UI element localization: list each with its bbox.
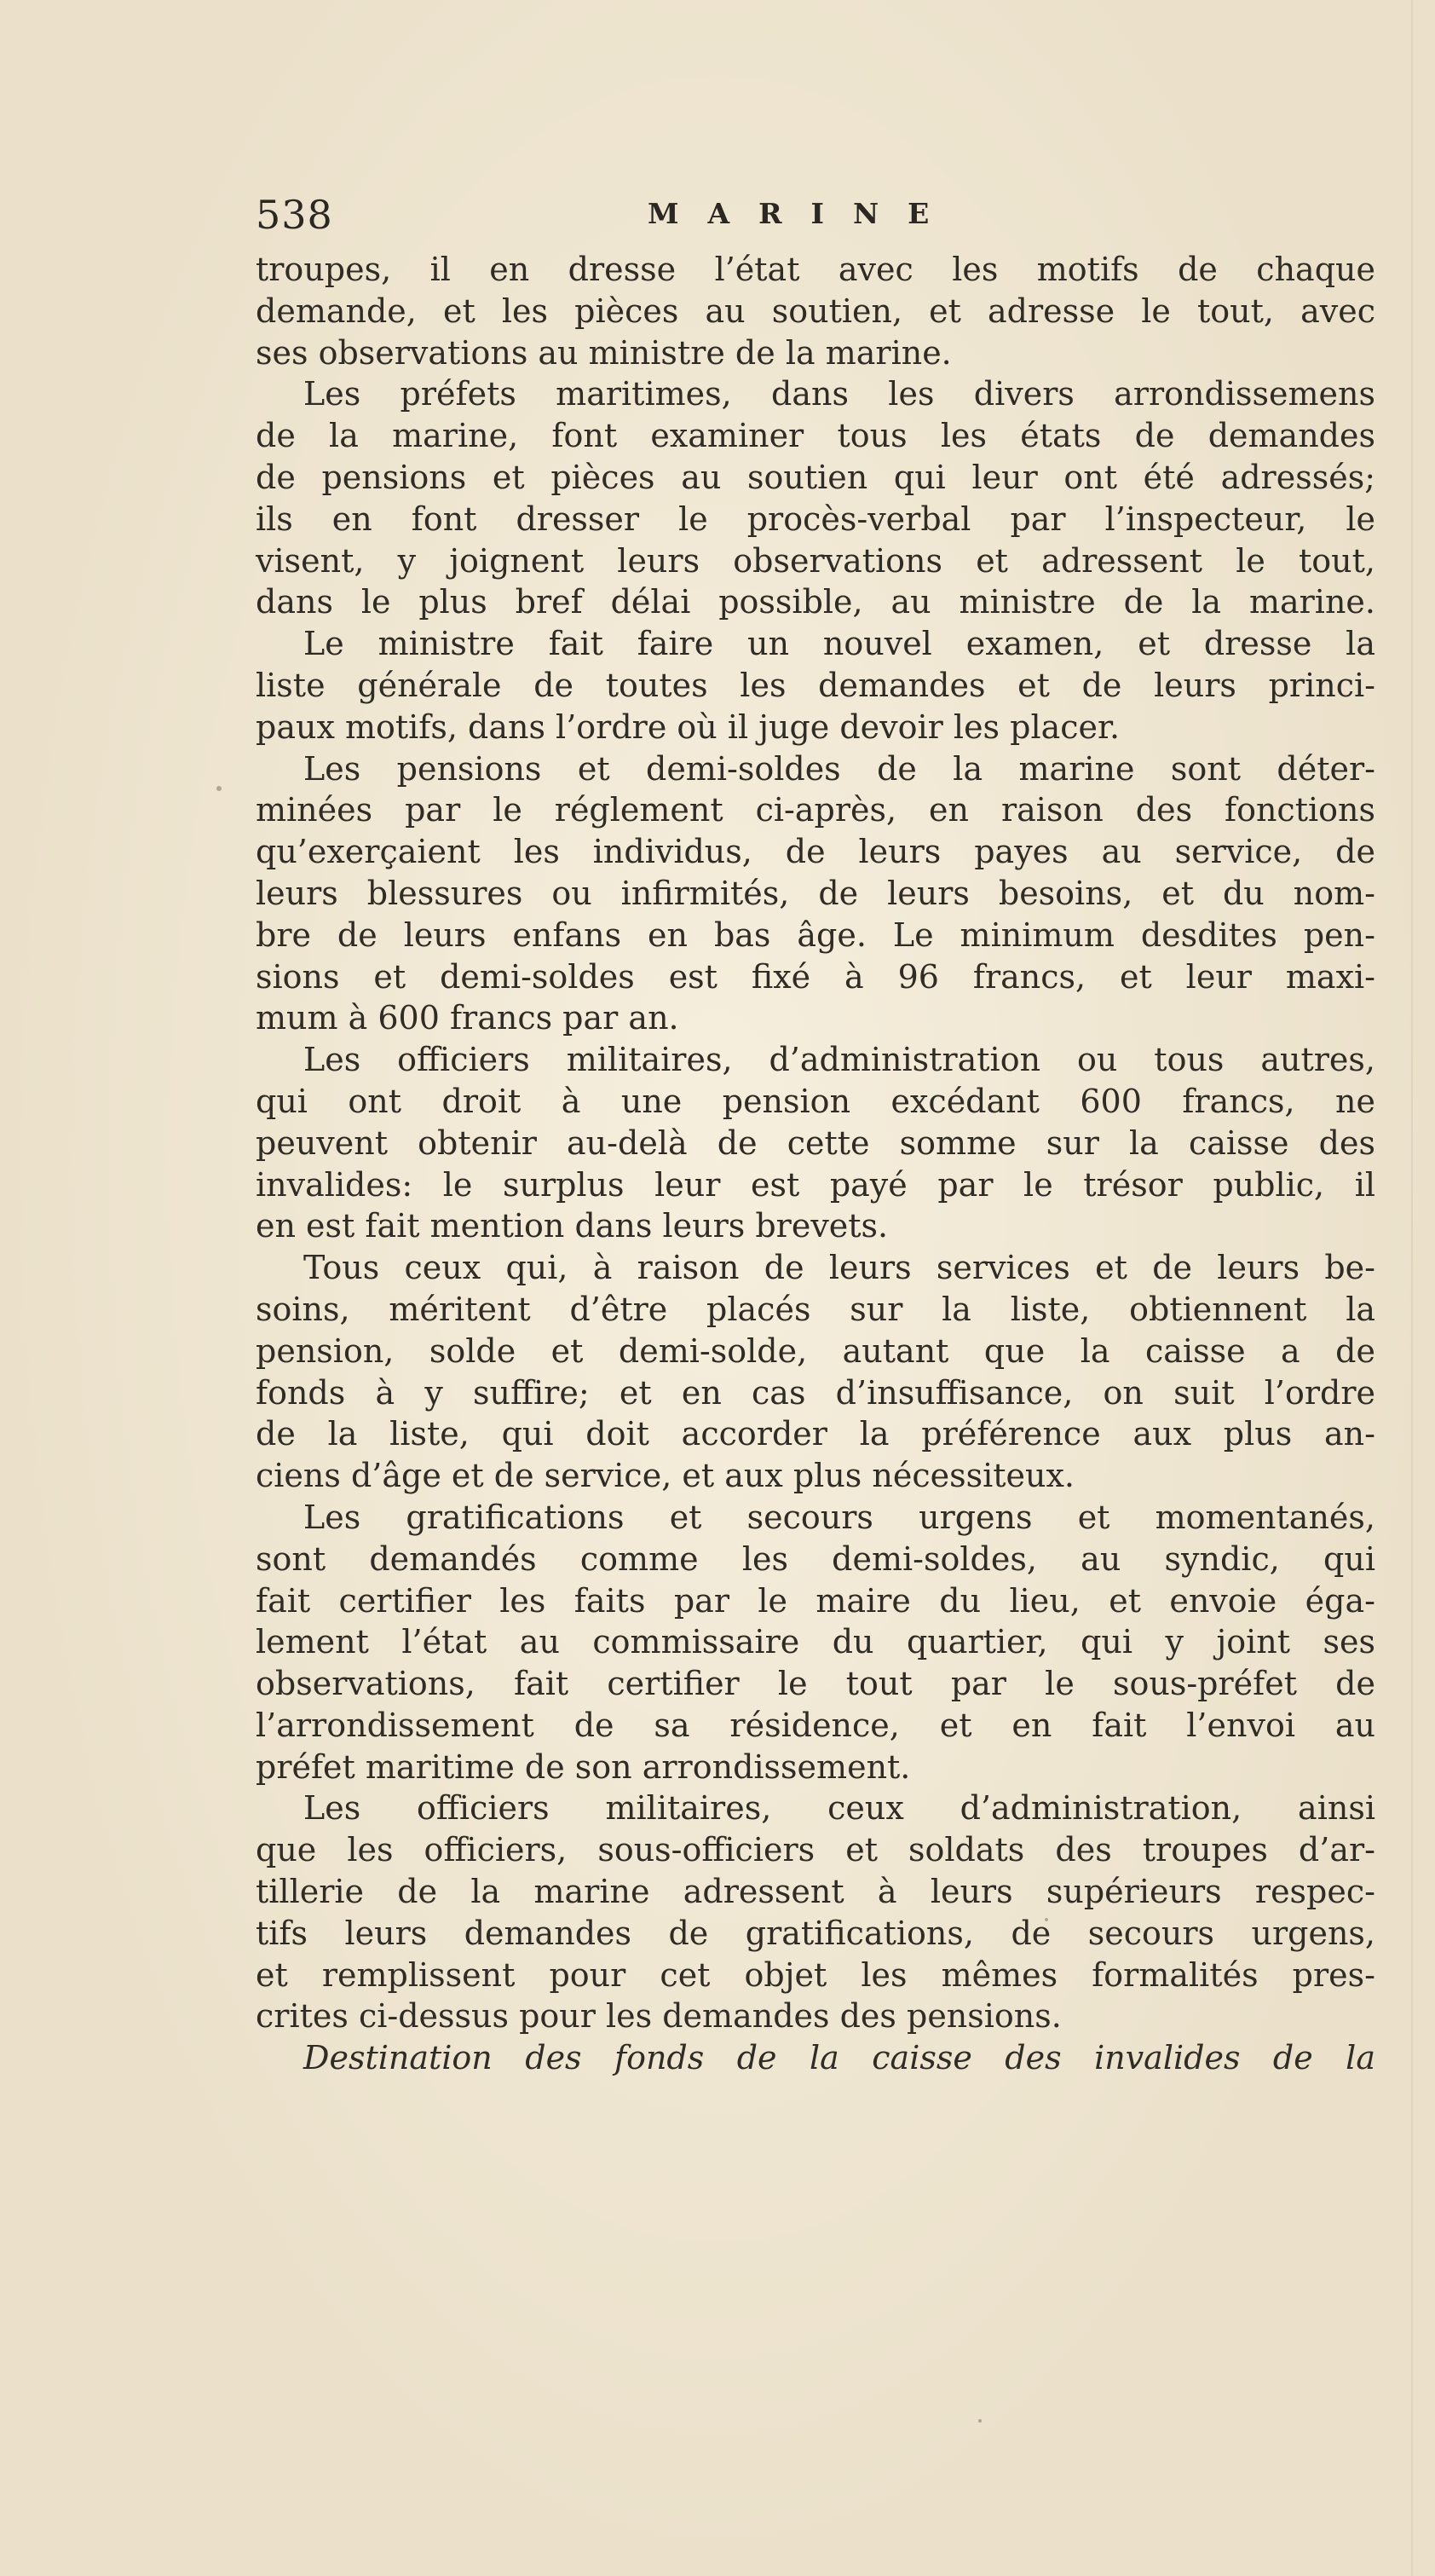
text-line: liste générale de toutes les demandes et de leurs princi- xyxy=(256,666,1375,704)
text-line: fonds à y suffire; et en cas d’insuffisance, on suit l’ordre xyxy=(256,1373,1375,1412)
text-line: de la liste, qui doit accorder la préférence aux plus an- xyxy=(256,1415,1375,1453)
text-line: l’arrondissement de sa résidence, et en fait l’envoi au xyxy=(256,1706,1375,1744)
text-line: minées par le réglement ci-après, en raison des fonctions xyxy=(256,791,1375,829)
ink-speck xyxy=(216,786,222,791)
text-line: qu’exerçaient les individus, de leurs payes au service, de xyxy=(256,833,1375,871)
page-number: 538 xyxy=(256,192,333,238)
text-line: paux motifs, dans l’ordre où il juge devoir les placer. xyxy=(256,708,1121,746)
ink-speck xyxy=(978,2419,982,2423)
text-line: sions et demi-soldes est fixé à 96 francs, et leur maxi- xyxy=(256,957,1375,996)
text-line: Les préfets maritimes, dans les divers arrondissemens xyxy=(303,375,1375,413)
text-line: troupes, il en dresse l’état avec les motifs de chaque xyxy=(256,251,1375,288)
text-line: fait certifier les faits par le maire du lieu, et envoie éga- xyxy=(256,1581,1375,1620)
text-line: préfet maritime de son arrondissement. xyxy=(256,1747,911,1786)
running-head xyxy=(256,192,1398,243)
text-line: mum à 600 francs par an. xyxy=(256,999,679,1037)
text-line: visent, y joignent leurs observations et adressent le tout, xyxy=(256,541,1375,580)
text-line: bre de leurs enfans en bas âge. Le minimum desdites pen- xyxy=(256,915,1375,954)
text-line: soins, méritent d’être placés sur la liste, obtiennent la xyxy=(256,1290,1375,1328)
text-line: Les pensions et demi-soldes de la marine sont déter- xyxy=(303,749,1375,788)
text-line: que les officiers, sous-officiers et soldats des troupes d’ar- xyxy=(256,1831,1375,1869)
text-line: Les officiers militaires, ceux d’administration, ainsi xyxy=(303,1789,1375,1828)
text-line: ses observations au ministre de la marine. xyxy=(256,333,952,372)
text-line: qui ont droit à une pension excédant 600 francs, ne xyxy=(256,1082,1375,1120)
text-line: lement l’état au commissaire du quartier, qui y joint ses xyxy=(256,1623,1375,1661)
text-line: ciens d’âge et de service, et aux plus nécessiteux. xyxy=(256,1457,1075,1495)
text-line: peuvent obtenir au-delà de cette somme sur la caisse des xyxy=(256,1123,1375,1162)
text-line: de pensions et pièces au soutien qui leur ont été adressés; xyxy=(256,458,1375,496)
text-line: Tous ceux qui, à raison de leurs services et de leurs be- xyxy=(303,1249,1375,1287)
text-body xyxy=(256,249,1375,2079)
page-edge-shadow xyxy=(1411,0,1413,2576)
text-line: dans le plus bref délai possible, au ministre de la marine. xyxy=(256,583,1375,621)
section-heading-line: Destination des fonds de la caisse des invalides de la xyxy=(303,2039,1375,2077)
text-line: Le ministre fait faire un nouvel examen, et dresse la xyxy=(303,625,1375,663)
text-line: tifs leurs demandes de gratifications, de secours urgens, xyxy=(256,1914,1375,1952)
text-line: sont demandés comme les demi-soldes, au syndic, qui xyxy=(256,1539,1375,1578)
text-line: de la marine, font examiner tous les états de demandes xyxy=(256,417,1375,455)
text-line: et remplissent pour cet objet les mêmes formalités pres- xyxy=(256,1955,1375,1994)
text-line: Les officiers militaires, d’administration ou tous autres, xyxy=(303,1041,1375,1079)
text-line: leurs blessures ou infirmités, de leurs besoins, et du nom- xyxy=(256,874,1375,912)
text-line: en est fait mention dans leurs brevets. xyxy=(256,1207,889,1245)
text-line: demande, et les pièces au soutien, et adresse le tout, avec xyxy=(256,292,1375,330)
text-line: pension, solde et demi-solde, autant que la caisse a de xyxy=(256,1331,1375,1370)
text-line: ils en font dresser le procès-verbal par l’inspecteur, le xyxy=(256,500,1375,538)
running-title: MARINE xyxy=(648,197,959,230)
ink-speck xyxy=(1045,1918,1048,1921)
text-line: tillerie de la marine adressent à leurs supérieurs respec- xyxy=(256,1873,1375,1911)
text-line: Les gratifications et secours urgens et momentanés, xyxy=(303,1498,1375,1536)
text-line: invalides: le surplus leur est payé par le trésor public, il xyxy=(256,1165,1375,1204)
text-line: crites ci-dessus pour les demandes des pensions. xyxy=(256,1997,1062,2036)
text-line: observations, fait certifier le tout par le sous-préfet de xyxy=(256,1665,1375,1703)
